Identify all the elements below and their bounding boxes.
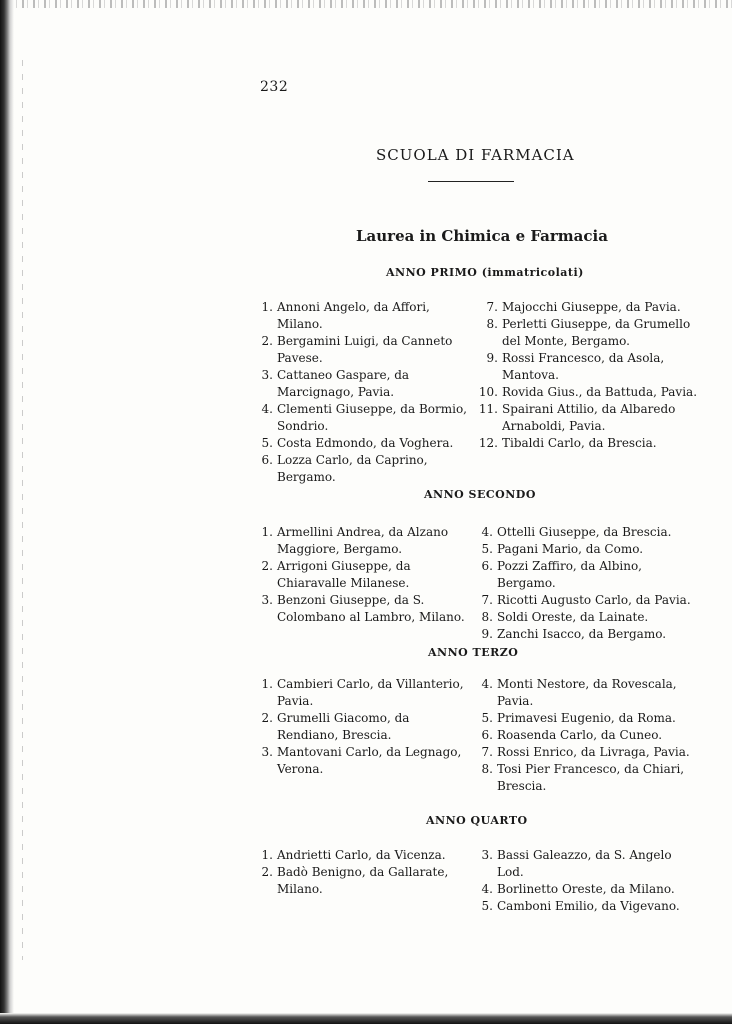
list-item-text: Majocchi Giuseppe, da Pavia.	[502, 300, 681, 314]
list-item-number: 2.	[261, 865, 273, 879]
list-item	[256, 592, 468, 626]
list-item-number: 10.	[478, 385, 498, 399]
degree-title: Laurea in Chimica e Farmacia	[356, 227, 608, 245]
list-item-number: 5.	[481, 711, 493, 725]
list-item-text: Monti Nestore, da Rovescala, Pavia.	[497, 677, 677, 708]
list-item	[476, 727, 701, 744]
list-item-text: Costa Edmondo, da Voghera.	[277, 436, 454, 450]
list-item	[476, 609, 701, 626]
list-item-text: Badò Benigno, da Gallarate, Milano.	[277, 865, 449, 896]
year-heading-primo: ANNO PRIMO (immatricolati)	[386, 266, 584, 279]
year-terzo-right-list	[476, 676, 701, 795]
year-quarto-left-list	[256, 847, 468, 898]
list-item-text: Spairani Attilio, da Albaredo Arnaboldi, Pavia.	[502, 402, 676, 433]
list-item-number: 3.	[481, 848, 493, 862]
list-item-number: 7.	[481, 745, 493, 759]
list-item-number: 6.	[481, 728, 493, 742]
list-item	[476, 384, 701, 401]
list-item-text: Bergamini Luigi, da Canneto Pavese.	[277, 334, 453, 365]
list-item-text: Rossi Francesco, da Asola, Mantova.	[502, 351, 665, 382]
list-item	[256, 333, 468, 367]
list-item	[256, 367, 468, 401]
list-item-text: Andrietti Carlo, da Vicenza.	[277, 848, 446, 862]
list-item-number: 4.	[481, 882, 493, 896]
list-item	[476, 761, 701, 795]
list-item	[256, 435, 468, 452]
list-item	[256, 452, 468, 486]
year-heading-quarto: ANNO QUARTO	[426, 814, 528, 827]
list-item-number: 5.	[261, 436, 273, 450]
list-item	[476, 350, 701, 384]
list-item	[476, 710, 701, 727]
list-item-text: Cattaneo Gaspare, da Marcignago, Pavia.	[277, 368, 410, 399]
year-terzo-left-list	[256, 676, 468, 778]
year-secondo-right-list	[476, 524, 701, 643]
list-item-number: 5.	[481, 899, 493, 913]
list-item-number: 1.	[261, 848, 273, 862]
list-item-number: 1.	[261, 300, 273, 314]
list-item	[476, 744, 701, 761]
list-item	[476, 524, 701, 541]
list-item-text: Annoni Angelo, da Affori, Milano.	[277, 300, 430, 331]
list-item-number: 3.	[261, 593, 273, 607]
list-item-text: Clementi Giuseppe, da Bormio, Sondrio.	[277, 402, 467, 433]
list-item-text: Rossi Enrico, da Livraga, Pavia.	[497, 745, 690, 759]
list-item-text: Ottelli Giuseppe, da Brescia.	[497, 525, 672, 539]
scan-bottom-edge	[0, 1013, 732, 1024]
list-item	[476, 676, 701, 710]
list-item	[256, 710, 468, 744]
list-item	[256, 299, 468, 333]
list-item-text: Armellini Andrea, da Alzano Maggiore, Bergamo.	[277, 525, 449, 556]
list-item-text: Roasenda Carlo, da Cuneo.	[497, 728, 663, 742]
list-item	[256, 744, 468, 778]
list-item-text: Arrigoni Giuseppe, da Chiaravalle Milanese.	[277, 559, 411, 590]
list-item-text: Tibaldi Carlo, da Brescia.	[502, 436, 657, 450]
year-primo-left-list	[256, 299, 468, 486]
list-item	[476, 316, 701, 350]
list-item-number: 2.	[261, 559, 273, 573]
list-item	[476, 847, 701, 881]
scan-binding-shadow	[22, 60, 23, 960]
list-item	[256, 558, 468, 592]
year-primo-right-list	[476, 299, 701, 452]
list-item	[256, 401, 468, 435]
list-item-number: 9.	[481, 627, 493, 641]
list-item-number: 8.	[481, 762, 493, 776]
list-item-text: Soldi Oreste, da Lainate.	[497, 610, 649, 624]
list-item-number: 12.	[478, 436, 498, 450]
list-item-number: 8.	[481, 610, 493, 624]
year-quarto-right-list	[476, 847, 701, 915]
list-item-text: Pagani Mario, da Como.	[497, 542, 644, 556]
scan-top-edge	[0, 0, 732, 8]
list-item	[256, 864, 468, 898]
scan-binding-edge	[0, 0, 14, 1024]
year-heading-terzo: ANNO TERZO	[428, 646, 519, 659]
list-item-number: 11.	[478, 402, 498, 416]
list-item	[476, 299, 701, 316]
list-item-text: Pozzi Zaffiro, da Albino, Bergamo.	[497, 559, 642, 590]
list-item-number: 6.	[261, 453, 273, 467]
list-item	[476, 435, 701, 452]
list-item-number: 2.	[261, 711, 273, 725]
list-item-number: 4.	[481, 525, 493, 539]
list-item	[476, 626, 701, 643]
title-divider	[428, 181, 514, 182]
list-item	[476, 881, 701, 898]
list-item	[476, 401, 701, 435]
list-item-number: 1.	[261, 677, 273, 691]
list-item-text: Lozza Carlo, da Caprino, Bergamo.	[277, 453, 428, 484]
list-item-text: Grumelli Giacomo, da Rendiano, Brescia.	[277, 711, 410, 742]
list-item-text: Primavesi Eugenio, da Roma.	[497, 711, 676, 725]
list-item	[256, 847, 468, 864]
list-item-text: Benzoni Giuseppe, da S. Colombano al Lambro, Milano.	[277, 593, 465, 624]
year-secondo-left-list	[256, 524, 468, 626]
list-item-text: Rovida Gius., da Battuda, Pavia.	[502, 385, 698, 399]
page-number: 232	[260, 79, 289, 95]
section-title: SCUOLA DI FARMACIA	[376, 146, 575, 164]
list-item	[256, 676, 468, 710]
list-item-text: Zanchi Isacco, da Bergamo.	[497, 627, 667, 641]
year-heading-secondo: ANNO SECONDO	[424, 488, 536, 501]
list-item-number: 7.	[486, 300, 498, 314]
list-item-number: 3.	[261, 368, 273, 382]
list-item-text: Ricotti Augusto Carlo, da Pavia.	[497, 593, 691, 607]
list-item	[476, 592, 701, 609]
list-item-text: Camboni Emilio, da Vigevano.	[497, 899, 680, 913]
list-item-number: 6.	[481, 559, 493, 573]
list-item-number: 4.	[481, 677, 493, 691]
list-item-number: 4.	[261, 402, 273, 416]
list-item-number: 7.	[481, 593, 493, 607]
list-item-number: 2.	[261, 334, 273, 348]
list-item-number: 1.	[261, 525, 273, 539]
list-item-text: Perletti Giuseppe, da Grumello del Monte, Bergamo.	[502, 317, 691, 348]
list-item-text: Cambieri Carlo, da Villanterio, Pavia.	[277, 677, 464, 708]
list-item	[476, 558, 701, 592]
list-item-text: Mantovani Carlo, da Legnago, Verona.	[277, 745, 462, 776]
list-item-number: 3.	[261, 745, 273, 759]
list-item-number: 9.	[486, 351, 498, 365]
list-item-number: 5.	[481, 542, 493, 556]
list-item-text: Borlinetto Oreste, da Milano.	[497, 882, 675, 896]
list-item	[476, 541, 701, 558]
list-item	[476, 898, 701, 915]
list-item	[256, 524, 468, 558]
list-item-text: Tosi Pier Francesco, da Chiari, Brescia.	[497, 762, 685, 793]
list-item-number: 8.	[486, 317, 498, 331]
list-item-text: Bassi Galeazzo, da S. Angelo Lod.	[497, 848, 672, 879]
